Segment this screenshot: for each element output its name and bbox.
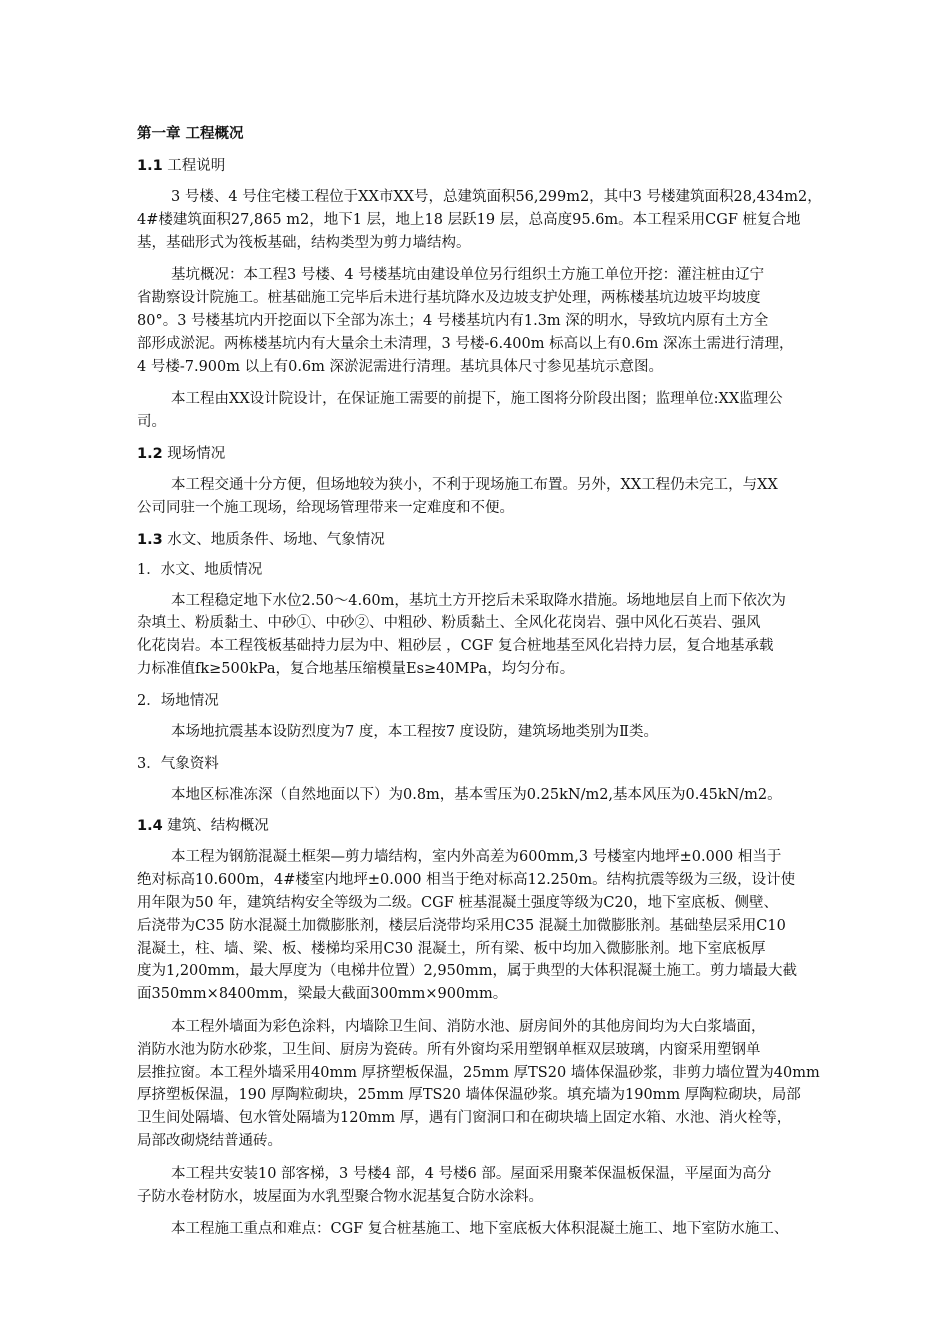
text-line: 3 号楼、4 号住宅楼工程位于XX市XX号，总建筑面积56,299m2，其中3 号楼建筑面积28,434m2， [171,189,822,205]
text-line: 子防水卷材防水，坡屋面为水乳型聚合物水泥基复合防水涂料。 [137,1188,543,1205]
text-line: 厚挤塑板保温，190 厚陶粒砌块，25mm 厚TS20 墙体保温砂浆。填充墙为190mm 厚陶粒砌块，局部 [137,1087,801,1104]
section-number: 1.1 [137,158,163,174]
paragraph-elevators-roof [137,1163,859,1209]
paragraph-site-conditions [137,474,859,520]
text-line: 本工程稳定地下水位2.50～4.60m，基坑土方开挖后未采取降水措施。场地地层自上而下依次为 [171,592,786,609]
paragraph-structure [137,846,859,1006]
section-number: 1.4 [137,818,163,835]
text-line: 公司同驻一个施工现场，给现场管理带来一定难度和不便。 [137,499,514,516]
text-line: 化花岗岩。本工程筏板基础持力层为中、粗砂层 ，CGF 复合桩地基至风化岩持力层，复合地基承载 [137,638,774,655]
text-line: 4 号楼-7.900m 以上有0.6m 深淤泥需进行清理。基坑具体尺寸参见基坑示意图。 [137,358,664,375]
text-line: 度为1,200mm，最大厚度为（电梯井位置）2,950mm，属于典型的大体积混凝土施工。剪力墙最大截 [137,963,798,980]
text-line: 层推拉窗。本工程外墙采用40mm 厚挤塑板保温，25mm 厚TS20 墙体保温砂浆，非剪力墙位置为40mm [137,1064,820,1081]
section-heading-1-3 [137,530,859,550]
text-line: 部形成淤泥。两栋楼基坑内有大量余土未清理，3 号楼-6.400m 标高以上有0.6m 深冻土需进行清理， [137,335,794,352]
text-line: 本工程共安装10 部客梯，3 号楼4 部，4 号楼6 部。屋面采用聚苯保温板保温，平屋面为高分 [171,1165,772,1182]
text-line: 杂填土、粉质黏土、中砂①、中砂②、中粗砂、粉质黏土、全风化花岗岩、强中风化石英岩、强风 [137,615,761,632]
text-line: 混凝土，柱、墙、梁、板、楼梯均采用C30 混凝土，所有梁、板中均加入微膨胀剂。地下室底板厚 [137,940,766,957]
section-number: 1.3 [137,531,163,548]
paragraph-hydrology [137,590,859,681]
paragraph-design-supervision [137,388,859,434]
paragraph-key-difficulties [137,1218,859,1241]
text-line: 本工程交通十分方便，但场地较为狭小，不利于现场施工布置。另外，XX工程仍未完工，与XX [171,476,778,493]
paragraph-foundation-pit [137,264,859,378]
text-line: 基，基础形式为筏板基础，结构类型为剪力墙结构。 [137,234,471,251]
text-line: 本工程外墙面为彩色涂料，内墙除卫生间、消防水池、厨房间外的其他房间均为大白浆墙面， [171,1018,766,1035]
text-line: 省勘察设计院施工。桩基础施工完毕后未进行基坑降水及边坡支护处理，两栋楼基坑边坡平均坡度 [137,290,761,307]
text-line: 4#楼建筑面积27,865 m2，地下1 层，地上18 层跃19 层，总高度95.6m。本工程采用CGF 桩复合地 [137,211,801,228]
text-line: 用年限为50 年，建筑结构安全等级为二级。CGF 桩基混凝土强度等级为C20，地下室底板、侧壁、 [137,894,778,911]
text-line: 绝对标高10.600m，4#楼室内地坪±0.000 相当于绝对标高12.250m。结构抗震等级为三级，设计使 [137,872,796,889]
text-line: 80°。3 号楼基坑内开挖面以下全部为冻土；4 号楼基坑内有1.3m 深的明水，导致坑内原有土方全 [137,312,769,329]
text-line: 本工程由XX设计院设计，在保证施工需要的前提下，施工图将分阶段出图；监理单位:XX监理公 [171,391,783,408]
text-line: 消防水池为防水砂浆，卫生间、厨房为瓷砖。所有外窗均采用塑钢单框双层玻璃，内窗采用塑钢单 [137,1041,761,1058]
subheading-hydrology: 1．水文、地质情况 [137,561,263,578]
section-title: 建筑、结构概况 [162,818,269,835]
paragraph-climate [137,784,859,807]
section-title: 水文、地质条件、场地、气象情况 [162,531,385,548]
text-line: 卫生间处隔墙、包水管处隔墙为120mm 厚，遇有门窗洞口和在砌块墙上固定水箱、水池、消火栓等， [137,1110,792,1127]
section-number: 1.2 [137,445,163,462]
section-title: 现场情况 [162,445,226,462]
text-line: 本场地抗震基本设防烈度为7 度，本工程按7 度设防，建筑场地类别为Ⅱ类。 [171,723,659,740]
section-heading-1-1 [137,156,859,176]
section-title: 工程说明 [162,158,226,174]
text-line: 本工程为钢筋混凝土框架—剪力墙结构，室内外高差为600mm,3 号楼室内地坪±0.000 相当于 [171,849,782,866]
text-line: 局部改砌烧结普通砖。 [137,1132,282,1149]
subheading-climate: 3．气象资料 [137,755,219,772]
document-page [137,124,859,1251]
text-line: 本工程施工重点和难点：CGF 复合桩基施工、地下室底板大体积混凝土施工、地下室防水施工、 [171,1221,789,1238]
subheading-site: 2．场地情况 [137,692,219,709]
text-line: 本地区标准冻深（自然地面以下）为0.8m，基本雪压为0.25kN/m2,基本风压为0.45kN/m2。 [171,786,782,803]
section-heading-1-2 [137,444,859,464]
paragraph-seismic [137,721,859,744]
paragraph-project-location [137,186,859,254]
chapter-title: 第一章 工程概况 [137,126,244,142]
text-line: 后浇带为C35 防水混凝土加微膨胀剂，楼层后浇带均采用C35 混凝土加微膨胀剂。基础垫层采用C10 [137,917,786,934]
text-line: 司。 [137,414,166,431]
text-line: 面350mm×8400mm，梁最大截面300mm×900mm。 [137,986,508,1003]
text-line: 力标准值fk≥500kPa，复合地基压缩模量Es≥40MPa，均匀分布。 [137,660,575,677]
text-line: 基坑概况：本工程3 号楼、4 号楼基坑由建设单位另行组织土方施工单位开挖：灌注桩由辽宁 [171,267,765,284]
paragraph-finishes [137,1016,859,1153]
section-heading-1-4 [137,816,859,836]
